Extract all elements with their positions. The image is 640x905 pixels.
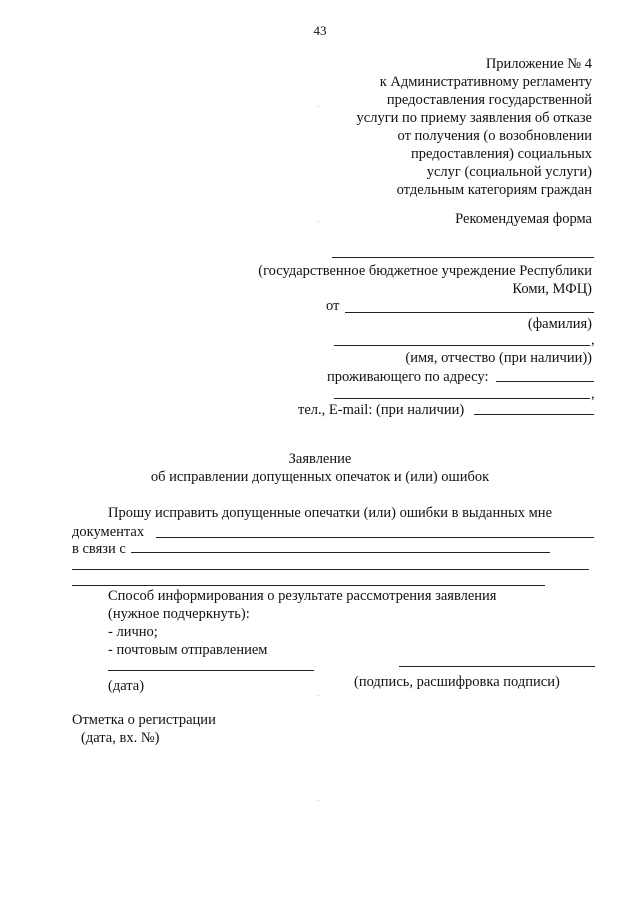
notification-heading: Способ информирования о результате рассмотрения заявления (108, 588, 497, 604)
page-number: 43 (313, 23, 327, 38)
appendix-line: услуги по приему заявления об отказе (356, 110, 592, 126)
appendix-line: к Административному регламенту (379, 74, 592, 90)
surname-caption: (фамилия) (527, 316, 592, 332)
signature-field[interactable] (399, 666, 595, 667)
option-mail[interactable]: - почтовым отправлением (108, 642, 268, 658)
address-field[interactable] (496, 381, 594, 382)
recommended-form-label: Рекомендуемая форма (455, 211, 592, 227)
address-label: проживающего по адресу: (327, 369, 489, 385)
signature-caption: (подпись, расшифровка подписи) (354, 674, 560, 690)
institution-caption: Коми, МФЦ) (512, 281, 592, 297)
reason-label: в связи с (72, 541, 126, 557)
appendix-line: услуг (социальной услуги) (426, 164, 592, 180)
name-field[interactable] (334, 345, 590, 346)
appendix-line: отдельным категориям граждан (396, 182, 592, 198)
institution-caption: (государственное бюджетное учреждение Республики (258, 263, 592, 279)
appendix-line: предоставления) социальных (411, 146, 592, 162)
documents-field[interactable] (156, 537, 594, 538)
appendix-line: предоставления государственной (386, 92, 592, 108)
appendix-line: от получения (о возобновлении (397, 128, 592, 144)
documents-label: документах (72, 524, 145, 540)
reason-field[interactable] (131, 552, 550, 553)
address-field-2[interactable] (334, 398, 590, 399)
appendix-line: Приложение № 4 (485, 56, 592, 72)
reason-field-2[interactable] (72, 569, 589, 570)
option-personal[interactable]: - лично; (108, 624, 158, 640)
document-title: Заявление (288, 451, 352, 467)
scan-speck (318, 221, 319, 222)
document-subtitle: об исправлении допущенных опечаток и (или) ошибок (150, 469, 490, 485)
surname-field[interactable] (345, 312, 594, 313)
contacts-label: тел., E-mail: (при наличии) (298, 402, 465, 418)
reason-field-3[interactable] (72, 585, 545, 586)
date-caption: (дата) (108, 678, 145, 694)
from-label: от (326, 298, 340, 314)
scan-speck (318, 695, 319, 696)
address-field-comma: , (591, 386, 595, 402)
date-field[interactable] (108, 670, 314, 671)
contacts-field[interactable] (474, 414, 594, 415)
registration-label: Отметка о регистрации (72, 712, 216, 728)
notification-hint: (нужное подчеркнуть): (108, 606, 250, 622)
request-text: Прошу исправить допущенные опечатки (или) ошибки в выданных мне (108, 505, 552, 521)
institution-field[interactable] (332, 257, 594, 258)
scan-speck (318, 106, 319, 107)
name-caption: (имя, отчество (при наличии)) (405, 350, 592, 366)
scan-speck (318, 800, 319, 801)
name-field-comma: , (591, 332, 595, 348)
registration-details: (дата, вх. №) (81, 730, 160, 746)
